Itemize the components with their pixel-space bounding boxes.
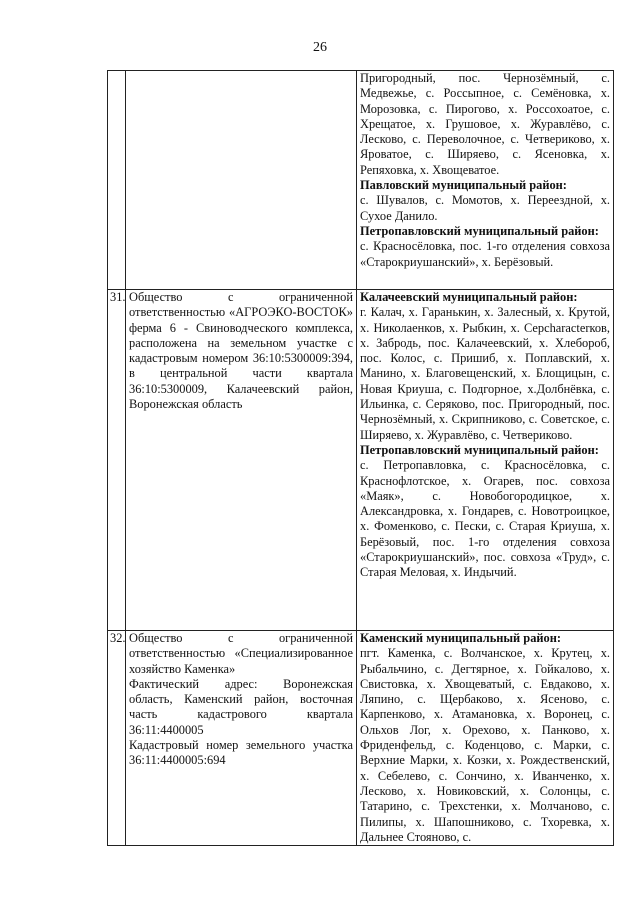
organization-cell	[126, 631, 357, 846]
row-number-cell	[108, 71, 126, 290]
district-heading: Петропавловский муниципальный район:	[360, 442, 599, 457]
district-settlements: с. Красносёловка, пос. 1-го отделения совхоза «Старокриушанский», х. Берёзовый.	[360, 239, 610, 269]
organization-cell	[126, 71, 357, 290]
districts-cell	[357, 631, 614, 846]
organization-address: Фактический адрес: Воронежская область, Каменский район, восточная часть кадастрового квартала 36:11:4400005	[129, 676, 353, 737]
table-row	[108, 290, 614, 631]
table-row	[108, 631, 614, 846]
cadastral-number: Кадастровый номер земельного участка 36:11:4400005:694	[129, 738, 353, 768]
settlements-table	[107, 70, 614, 846]
district-settlements: с. Шувалов, с. Момотов, х. Переездной, х. Сухое Данило.	[360, 193, 610, 223]
row-number-cell: 32.	[108, 631, 126, 846]
district-settlements: г. Калач, х. Гаранькин, х. Залесный, х. Крутой, х. Николаенков, х. Рыбкин, х. Серcharacterков, х. Забродь, пос. Калачеевский, х. Хлебороб, пос. Колос, с. Пришиб, х. Поплавский, х. Манино, х. Благовещенский, х. Блощицын, с. Новая Криуша, с. Подгорное, х.Долбнёвка, с. Ильинка, с. Серяково, пос. Пригородный, пос. Чернозёмный, х. Скрипниково, с. Советское, с. Ширяево, х. Журавлёво, с. Четвериково.	[360, 305, 610, 442]
district-settlements: с. Петропавловка, с. Красносёловка, с. Краснофлотское, х. Огарев, пос. совхоза «Маяк», с. Новобогородицкое, х. Александровка, х. Гондарев, с. Новотроицкое, х. Фоменково, с. Пески, с. Старая Криуша, х. Берёзовый, пос. 1-го отделения совхоза «Старокриушанский», пос. совхоза «Труд», с. Старая Меловая, х. Индычий.	[360, 458, 610, 580]
districts-cell	[357, 71, 614, 290]
district-heading: Калачеевский муниципальный район:	[360, 290, 578, 304]
organization-name: Общество с ограниченной ответственностью «Специализированное хозяйство Каменка»	[129, 631, 353, 676]
page-number: 26	[313, 40, 327, 55]
district-settlements: Пригородный, пос. Чернозёмный, с. Медвежье, с. Россыпное, с. Семёновка, х. Морозовка, с. Пирогово, х. Россохоатое, с. Хрещатое, х. Грушовое, х. Журавлёво, с. Лесково, с. Переволочное, с. Четвериково, х. Яроватое, с. Ширяево, с. Ясеновка, х. Репяховка, х. Хвощеватое.	[360, 71, 610, 177]
districts-cell	[357, 290, 614, 631]
district-heading: Петропавловский муниципальный район:	[360, 223, 599, 238]
district-settlements: пгт. Каменка, с. Волчанское, х. Крутец, х. Рыбальчино, с. Дегтярное, х. Гойкалово, х. Свистовка, х. Хвощеватый, с. Евдаково, х. Ляпино, с. Щербаково, х. Ясеново, с. Карпенково, х. Атамановка, х. Воронец, с. Ольхов Лог, х. Орехово, х. Панково, х. Фриденфельд, с. Коденцово, с. Марки, с. Верхние Марки, х. Козки, х. Рождественский, х. Себелево, с. Сончино, х. Иванченко, х. Лесково, х. Новиковский, х. Солонцы, с. Татарино, с. Трехстенки, х. Молчаново, с. Пилипы, х. Шапошниково, с. Тхоревка, х. Дальнее Стояново, с.	[360, 646, 610, 844]
table-row	[108, 71, 614, 290]
organization-cell: Общество с ограниченной ответственностью «АГРОЭКО-ВОСТОК» ферма 6 - Свиноводческого комплекса, расположена на земельном участке с кадастровым номером 36:10:5300009:394, в центральной части квартала 36:10:5300009, Калачеевский район, Воронежская область	[126, 290, 357, 631]
district-heading: Павловский муниципальный район:	[360, 178, 567, 193]
row-number-cell: 31.	[108, 290, 126, 631]
district-heading: Каменский муниципальный район:	[360, 631, 561, 645]
